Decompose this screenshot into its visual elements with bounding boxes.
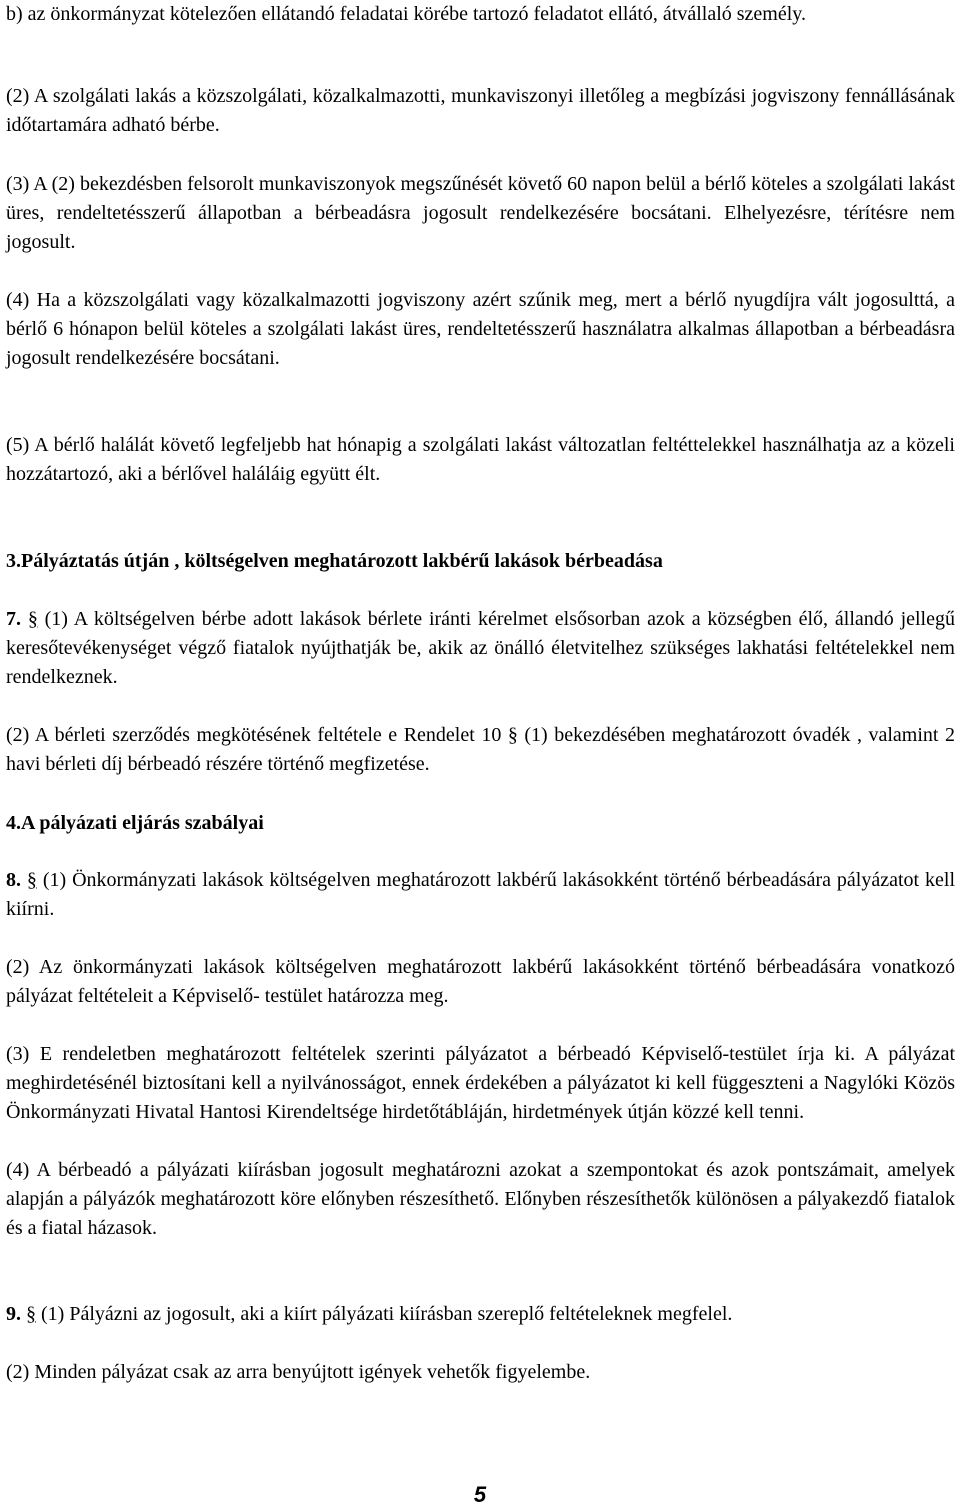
section-heading-3: 3.Pályáztatás útján , költségelven meghatározott lakbérű lakások bérbeadása (6, 550, 663, 572)
section-7-paragraph-2: (2) A bérleti szerződés megkötésének feltétele e Rendelet 10 § (1) bekezdésében meghatározott óvadék , valamint 2 havi bérleti díj bérbeadó részére történő megfizetése. (6, 724, 955, 775)
section-7-sign: § (27, 608, 38, 630)
section-9-sign: § (26, 1303, 36, 1325)
paragraph-2: (2) A szolgálati lakás a közszolgálati, közalkalmazotti, munkaviszonyi illetőleg a megbízási jogviszony fennállásának időtartamára adható bérbe. (6, 85, 955, 136)
paragraph-4: (4) Ha a közszolgálati vagy közalkalmazotti jogviszony azért szűnik meg, mert a bérlő nyugdíjra vált jogosulttá, a bérlő 6 hónapon belül köteles a szolgálati lakást üres, rendeltetésszerű használatra alkalmas állapotban a bérbeadásra jogosult rendelkezésére bocsátani. (6, 289, 955, 369)
section-9-number: 9. (6, 1303, 21, 1325)
section-8-number: 8. (6, 869, 21, 891)
section-7-number: 7. (6, 608, 21, 630)
section-8-sign: § (26, 869, 37, 891)
section-7-text-1: (1) A költségelven bérbe adott lakások bérlete iránti kérelmet elsősorban azok a községben élő, állandó jellegű keresőtevékenységet végző fiatalok nyújthatják be, akik az önálló életvitelhez szükséges lakhatási feltételekkel nem rendelkeznek. (6, 608, 955, 688)
paragraph-5: (5) A bérlő halálát követő legfeljebb hat hónapig a szolgálati lakást változatlan feltéttelekkel használhatja az a közeli hozzátartozó, aki a bérlővel haláláig együtt élt. (6, 434, 955, 485)
section-9-paragraph-2: (2) Minden pályázat csak az arra benyújtott igények vehetők figyelembe. (6, 1361, 591, 1383)
section-8-paragraph-1 (6, 866, 955, 924)
section-8-paragraph-4: (4) A bérbeadó a pályázati kiírásban jogosult meghatározni azokat a szempontokat és azok pontszámait, amelyek alapján a pályázók meghatározott köre előnyben részesíthető. Előnyben részesíthetők különösen a pályakezdő fiatalok és a fiatal házasok. (6, 1159, 955, 1239)
section-8-paragraph-3: (3) E rendeletben meghatározott feltételek szerinti pályázatot a bérbeadó Képviselő-testület írja ki. A pályázat meghirdetésénél biztosítani kell a nyilvánosságot, ennek érdekében a pályázatot ki kell függeszteni a Nagylóki Közös Önkormányzati Hivatal Hantosi Kirendeltsége hirdetőtábláján, hirdetmények útján közzé kell tenni. (6, 1043, 955, 1123)
item-b-paragraph: b) az önkormányzat kötelezően ellátandó feladatai körébe tartozó feladatot ellátó, átvállaló személy. (6, 3, 806, 25)
section-9-paragraph-1 (6, 1300, 955, 1329)
section-8-text-1: (1) Önkormányzati lakások költségelven meghatározott lakbérű lakásokként történő bérbeadására pályázatot kell kiírni. (6, 869, 955, 920)
section-7-paragraph-1 (6, 605, 955, 692)
section-heading-4: 4.A pályázati eljárás szabályai (6, 812, 264, 834)
section-8-paragraph-2: (2) Az önkormányzati lakások költségelven meghatározott lakbérű lakásokként történő bérbeadására vonatkozó pályázat feltételeit a Képviselő- testület határozza meg. (6, 956, 955, 1007)
section-9-text-1: (1) Pályázni az jogosult, aki a kiírt pályázati kiírásban szereplő feltételeknek megfelel. (36, 1303, 733, 1325)
page-number: 5 (473, 1482, 487, 1507)
paragraph-3: (3) A (2) bekezdésben felsorolt munkaviszonyok megszűnését követő 60 napon belül a bérlő köteles a szolgálati lakást üres, rendeltetésszerű állapotban a bérbeadásra jogosult rendelkezésére bocsátani. Elhelyezésre, térítésre nem jogosult. (6, 173, 955, 253)
